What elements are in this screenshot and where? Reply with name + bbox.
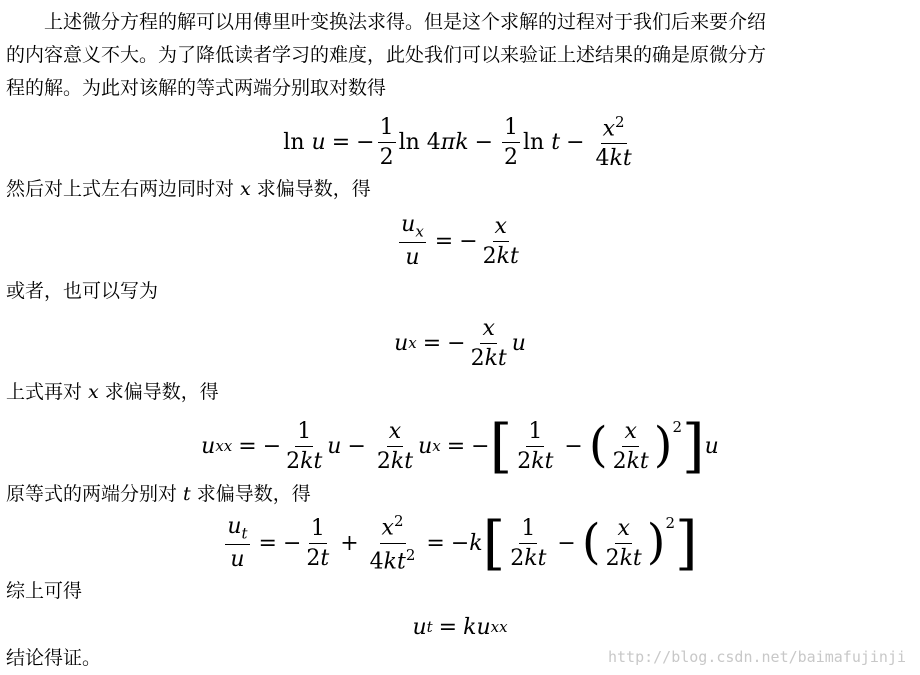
then-suffix: 求偏导数，得 xyxy=(250,178,371,200)
then-variable: x xyxy=(240,178,251,200)
again-suffix: 求偏导数，得 xyxy=(98,381,219,403)
intro-line-3: 程的解。为此对该解的等式两端分别取对数得 xyxy=(6,77,387,99)
intro-line-2: 的内容意义不大。为了降低读者学习的难度，此处我们可以来验证上述结果的确是原微分方 xyxy=(6,44,767,66)
orig-suffix: 求偏导数，得 xyxy=(190,483,311,505)
orig-prefix: 原等式的两端分别对 xyxy=(6,483,184,505)
again-prefix: 上式再对 xyxy=(6,381,89,403)
again-variable: x xyxy=(88,381,99,403)
equation-uxx: u xx = − $\frac{1}{2kt}$ u − $\frac{x}{2kt}$ u x = − [ $\frac{1}{2kt}$ − ( $\frac{x}{2kt}$ ) $^2$ ] u xyxy=(201,411,719,480)
equation-ux-ratio: $\frac{u_x}{u}$ = − $\frac{x}{2kt}$ xyxy=(401,211,519,271)
intro-line-1: 上述微分方程的解可以用傅里叶变换法求得。但是这个求解的过程对于我们后来要介绍 xyxy=(44,11,767,33)
equation-log: ln u = − $\frac{1}{2}$ ln 4 πk − $\frac{1}{2}$ ln t − $\frac{x^2}{4kt}$ xyxy=(283,112,632,172)
watermark-url: http://blog.csdn.net/baimafujinji xyxy=(607,648,906,666)
orig-text xyxy=(6,478,311,511)
conclusion-text: 结论得证。 xyxy=(6,647,102,669)
or-text: 或者，也可以写为 xyxy=(6,280,159,302)
then-text xyxy=(6,173,371,206)
equation-heat: u t = ku xx xyxy=(412,614,508,640)
equation-ux: u x = − $\frac{x}{2kt}$ u xyxy=(394,315,526,371)
again-text xyxy=(6,376,219,409)
then-prefix: 然后对上式左右两边同时对 xyxy=(6,178,241,200)
orig-variable: t xyxy=(183,483,191,505)
equation-ut-ratio: $\frac{u_t}{u}$ = − $\frac{1}{2t}$ + $\frac{x^2}{4kt^2}$ = − k [ $\frac{1}{2kt}$ − ( $\frac{x}{2kt}$ ) $^2$ ] xyxy=(227,508,698,577)
intro-paragraph xyxy=(6,6,914,105)
summary-text: 综上可得 xyxy=(6,580,83,602)
